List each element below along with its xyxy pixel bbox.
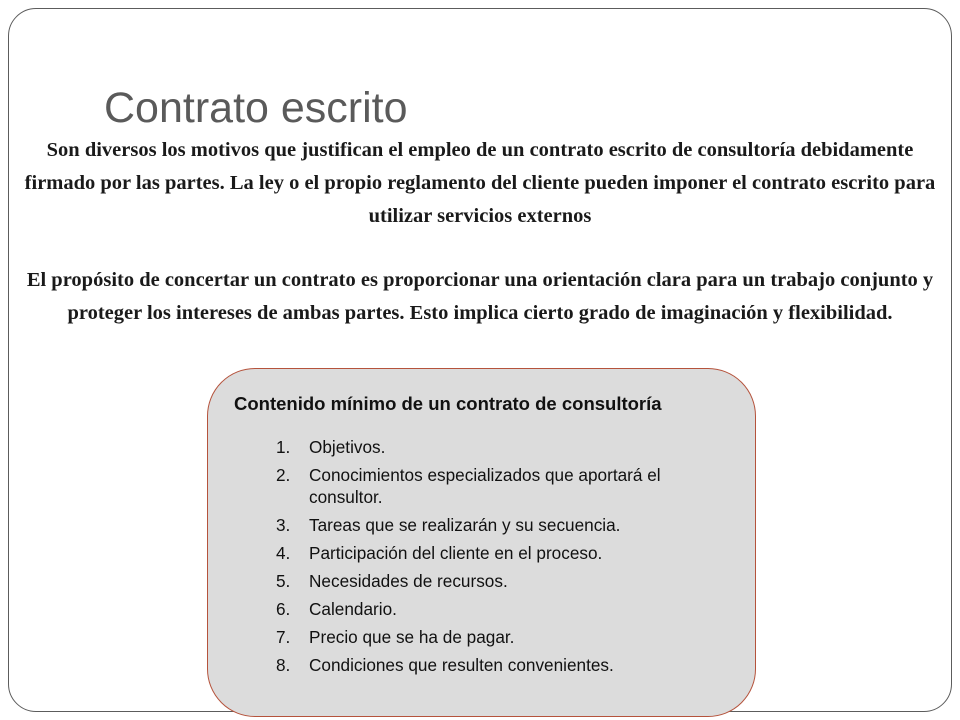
list-item-number: 8.	[276, 655, 291, 675]
box-title: Contenido mínimo de un contrato de consultoría	[234, 393, 662, 414]
slide-title: Contrato escrito	[104, 84, 408, 132]
list-item	[276, 598, 736, 620]
list-item	[276, 570, 736, 592]
list-item	[276, 514, 736, 536]
list-item-text: Participación del cliente en el proceso.	[309, 543, 603, 563]
list-item	[276, 654, 736, 676]
list-item	[276, 626, 736, 648]
list-item-text: Necesidades de recursos.	[309, 571, 508, 591]
list-item-text: Condiciones que resulten convenientes.	[309, 655, 614, 675]
list-item-text: Conocimientos especializados que aportará el consultor.	[309, 465, 661, 507]
list-item	[276, 464, 736, 508]
list-item-number: 2.	[276, 465, 291, 485]
paragraph-motivos: Son diversos los motivos que justifican el empleo de un contrato escrito de consultoría debidamente firmado por las partes. La ley o el propio reglamento del cliente pueden imponer el contrato escrito para utilizar servicios externos	[24, 139, 936, 227]
list-item-text: Tareas que se realizarán y su secuencia.	[309, 515, 621, 535]
list-item	[276, 542, 736, 564]
list-item	[276, 436, 736, 458]
paragraph-proposito: El propósito de concertar un contrato es proporcionar una orientación clara para un trabajo conjunto y proteger los intereses de ambas partes. Esto implica cierto grado de imaginación y flexibilidad.	[26, 269, 934, 324]
list-item-number: 5.	[276, 571, 291, 591]
contract-content-box	[207, 368, 756, 717]
list-item-number: 7.	[276, 627, 291, 647]
slide-body	[24, 134, 936, 330]
list-item-text: Objetivos.	[309, 437, 386, 457]
list-item-number: 3.	[276, 515, 291, 535]
list-item-text: Calendario.	[309, 599, 397, 619]
list-item-number: 1.	[276, 437, 291, 457]
list-item-number: 4.	[276, 543, 291, 563]
list-item-number: 6.	[276, 599, 291, 619]
list-item-text: Precio que se ha de pagar.	[309, 627, 515, 647]
contract-items-list	[276, 436, 736, 682]
